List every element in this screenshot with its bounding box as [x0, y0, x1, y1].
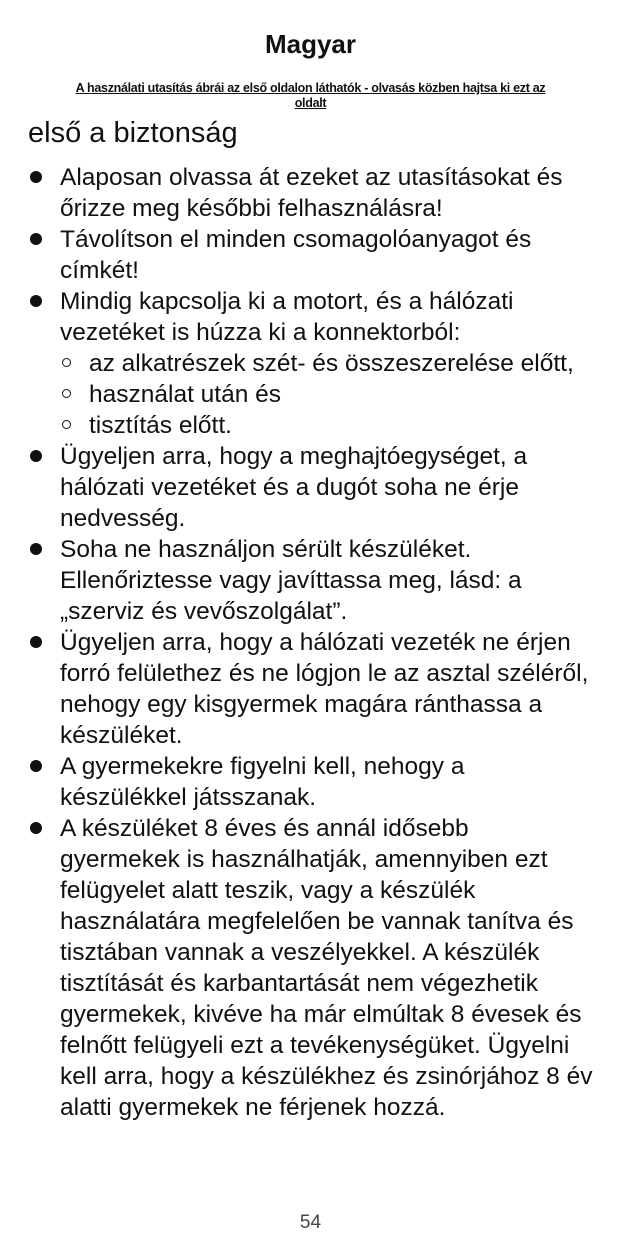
list-item-text: Soha ne használjon sérült készüléket. Ellenőriztesse vagy javíttassa meg, lásd: a „szerviz és vevőszolgálat”.: [60, 536, 522, 625]
sub-list-item: [60, 410, 594, 441]
fold-out-notice: [40, 81, 581, 111]
bullet-icon: [30, 295, 42, 307]
bullet-icon: [30, 233, 42, 245]
list-item: [28, 224, 594, 286]
sub-list: [60, 348, 594, 441]
sub-list-item-text: tisztítás előtt.: [89, 412, 232, 439]
circle-bullet-icon: [62, 358, 71, 367]
list-item-text: Mindig kapcsolja ki a motort, és a hálózati vezetéket is húzza ki a konnektorból:: [60, 288, 514, 346]
bullet-icon: [30, 636, 42, 648]
list-item-text: A készüléket 8 éves és annál idősebb gyermekek is használhatják, amennyiben ezt felügyelet alatt teszik, vagy a készülék használatára megfelelően be vannak tanítva és tisztában vannak a veszélyekkel. A készülék tisztítását és karbantartását nem végezhetik gyermekek, kivéve ha már elmúltak 8 évesek és felnőtt felügyeli ezt a tevékenységüket. Ügyelni kell arra, hogy a készülékhez és zsinórjához 8 év alatti gyermekek ne férjenek hozzá.: [60, 815, 593, 1121]
bullet-icon: [30, 760, 42, 772]
list-item-text: A gyermekekre figyelni kell, nehogy a készülékkel játsszanak.: [60, 753, 465, 811]
list-item: [28, 751, 594, 813]
bullet-icon: [30, 450, 42, 462]
list-item-text: Alaposan olvassa át ezeket az utasításokat és őrizze meg későbbi felhasználásra!: [60, 164, 563, 222]
list-item: [28, 162, 594, 224]
page-title: Magyar: [264, 29, 357, 59]
page-number: 54: [299, 1212, 322, 1233]
list-item: [28, 441, 594, 534]
section-heading: első a biztonság: [28, 117, 238, 149]
list-item: [28, 286, 594, 441]
sub-list-item-text: az alkatrészek szét- és összeszerelése előtt,: [89, 350, 574, 377]
list-item-text: Ügyeljen arra, hogy a hálózati vezeték ne érjen forró felülethez és ne lógjon le az asztal széléről, nehogy egy kisgyermek magára ránthassa a készüléket.: [60, 629, 589, 749]
list-item-text: Távolítson el minden csomagolóanyagot és címkét!: [60, 226, 532, 284]
bullet-icon: [30, 822, 42, 834]
fold-out-notice-line-2: oldalt: [294, 96, 327, 110]
safety-list: [28, 162, 594, 1123]
circle-bullet-icon: [62, 420, 71, 429]
fold-out-notice-line-1: A használati utasítás ábrái az első oldalon láthatók - olvasás közben hajtsa ki ezt az: [75, 81, 546, 95]
sub-list-item: [60, 379, 594, 410]
list-item: [28, 627, 594, 751]
list-item: [28, 813, 594, 1123]
sub-list-item: [60, 348, 594, 379]
list-item: [28, 534, 594, 627]
sub-list-item-text: használat után és: [89, 381, 282, 408]
bullet-icon: [30, 543, 42, 555]
list-item-text: Ügyeljen arra, hogy a meghajtóegységet, a hálózati vezetéket és a dugót soha ne érje nedvesség.: [60, 443, 528, 532]
circle-bullet-icon: [62, 389, 71, 398]
bullet-icon: [30, 171, 42, 183]
